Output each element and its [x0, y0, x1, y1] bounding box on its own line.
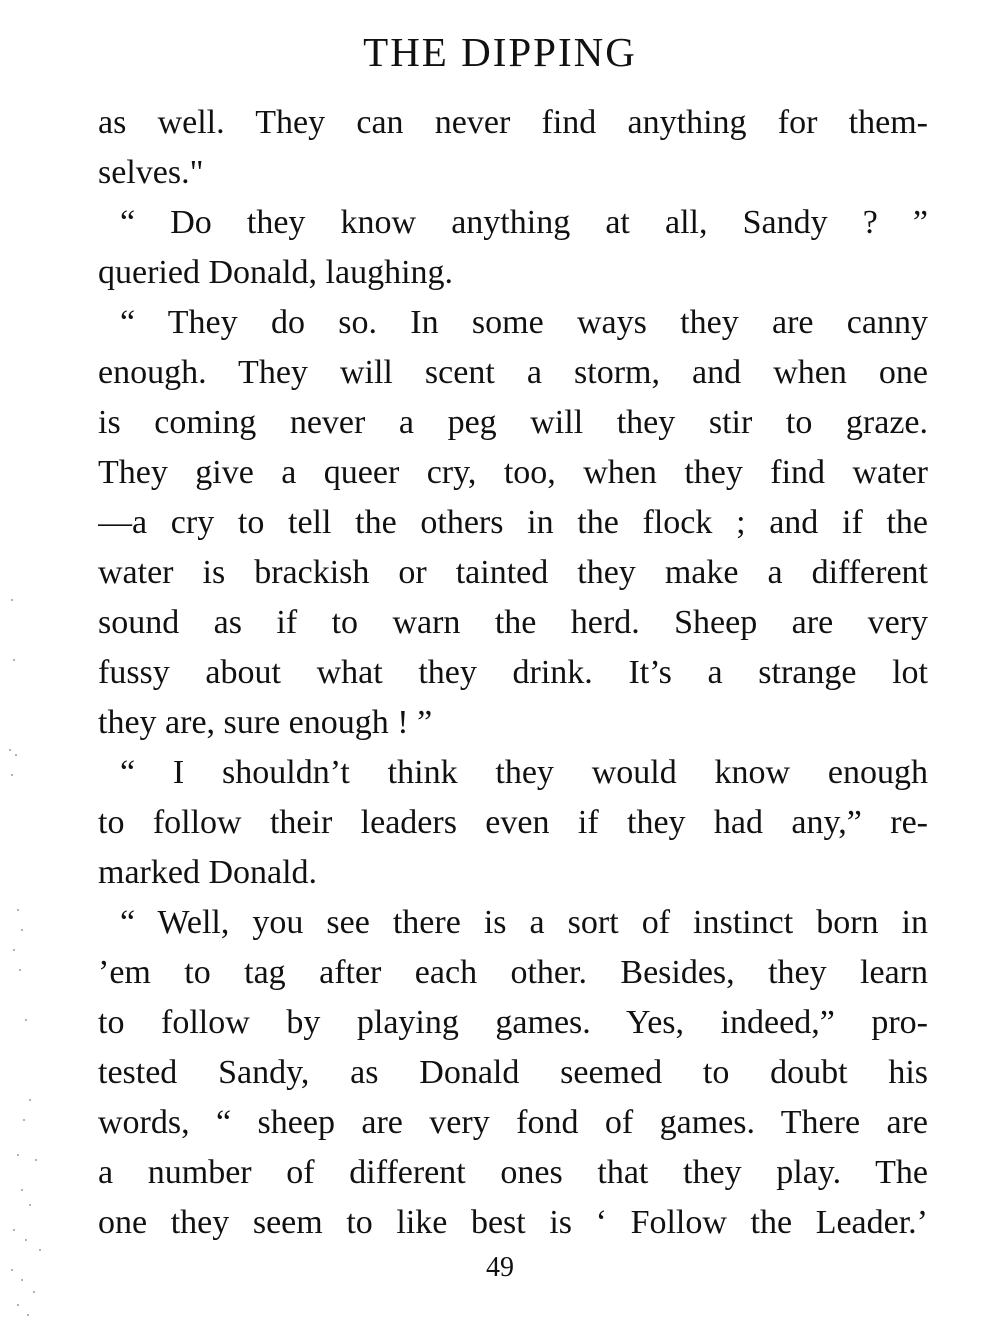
text-line: as well. They can never find anything for them-	[98, 104, 928, 141]
page-number: 49	[486, 1252, 514, 1283]
text-line: They give a queer cry, too, when they find water	[98, 454, 928, 491]
text-line: selves."	[98, 154, 204, 191]
text-line: tested Sandy, as Donald seemed to doubt his	[98, 1054, 928, 1091]
running-head: THE DIPPING	[363, 29, 637, 75]
text-line: to follow by playing games. Yes, indeed,” pro-	[98, 1004, 928, 1041]
text-line: is coming never a peg will they stir to graze.	[98, 404, 928, 441]
text-line: ’em to tag after each other. Besides, they learn	[98, 954, 928, 991]
text-line: queried Donald, laughing.	[98, 254, 454, 291]
text-line: “ Do they know anything at all, Sandy ? ”	[120, 204, 928, 241]
text-line: sound as if to warn the herd. Sheep are very	[98, 604, 928, 641]
text-line: a number of different ones that they play. The	[98, 1154, 928, 1191]
text-line: words, “ sheep are very fond of games. There are	[98, 1104, 928, 1141]
body-text	[98, 98, 928, 1248]
text-line: marked Donald.	[98, 854, 318, 891]
text-line: “ I shouldn’t think they would know enough	[120, 754, 928, 791]
text-line: water is brackish or tainted they make a different	[98, 554, 928, 591]
text-line: —a cry to tell the others in the flock ; and if the	[98, 504, 928, 541]
text-line: fussy about what they drink. It’s a strange lot	[98, 654, 928, 691]
text-line: to follow their leaders even if they had any,” re-	[98, 804, 928, 841]
text-line: they are, sure enough ! ”	[98, 704, 433, 741]
text-line: one they seem to like best is ‘ Follow the Leader.’	[98, 1204, 928, 1241]
text-line: “ They do so. In some ways they are canny	[120, 304, 928, 341]
text-line: “ Well, you see there is a sort of instinct born in	[120, 904, 928, 941]
scan-speckles	[0, 580, 70, 1330]
text-line: enough. They will scent a storm, and when one	[98, 354, 928, 391]
